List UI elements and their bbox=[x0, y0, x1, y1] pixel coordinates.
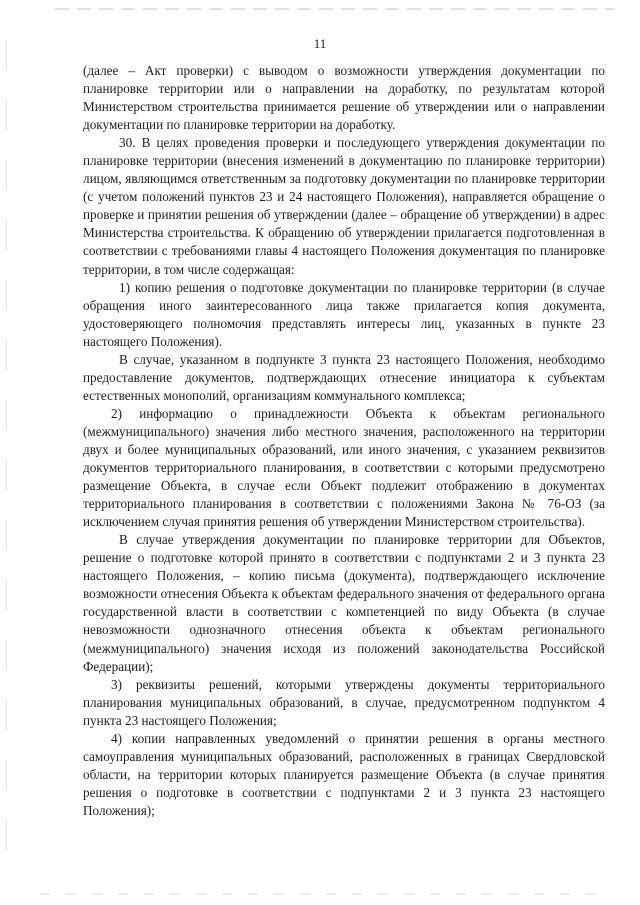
paragraph: В случае утверждения документации по планировке территории для Объектов, решение о подготовке которой принято в соответствии с подпунктами 2 и 3 пункта 23 настоящего Положения, – копию письма (документа), подтверждающего исключение возможности отнесения Объекта к объектам федерального значения от федерального органа государственной власти в соответствии с компетенцией по виду Объекта (в случае невозможности однозначного отнесения объекта к объектам регионального (межмуниципального) значения исходя из положений законодательства Российской Федерации); bbox=[83, 532, 605, 674]
paragraph: 2) информацию о принадлежности Объекта к объектам регионального (межмуниципального) значения либо местного значения, расположенного на территории двух и более муниципальных образований, или иного значения, с указанием реквизитов документов территориального планирования, в соответствии с которыми предусмотрено размещение Объекта, в случае если Объект подлежит отображению в документах территориального планирования в соответствии с положениями Закона № 76-ОЗ (за исключением случая принятия решения об утверждении Министерством строительства). bbox=[83, 405, 605, 530]
scan-artifact-bottom bbox=[40, 893, 600, 895]
paragraph: 1) копию решения о подготовке документации по планировке территории (в случае обращения иного заинтересованного лица также прилагается копия документа, удостоверяющего полномочия представлять интересы лиц, указанных в пункте 23 настоящего Положения). bbox=[83, 279, 605, 349]
paragraph: В случае, указанном в подпункте 3 пункта 23 настоящего Положения, необходимо предоставление документов, подтверждающих отнесение инициатора к субъектам естественных монополий, организациям коммунального комплекса; bbox=[83, 351, 605, 403]
scan-artifact-top bbox=[55, 8, 615, 10]
paragraph: 4) копии направленных уведомлений о принятии решения в органы местного самоуправления муниципальных образований, расположенных в границах Свердловской области, на территории которых планируется размещение Объекта (в случае принятия решения о подготовке в соответствии с подпунктами 2 и 3 пункта 23 настоящего Положения); bbox=[83, 730, 605, 818]
paragraph: (далее – Акт проверки) с выводом о возможности утверждения документации по планировке территории или о направлении на доработку, по результатам которой Министерством строительства принимается решение об утверждении или о направлении документации по планировке территории на доработку. bbox=[83, 63, 605, 133]
document-body bbox=[83, 62, 605, 820]
scan-artifact-left bbox=[6, 40, 7, 880]
paragraph: 3) реквизиты решений, которыми утверждены документы территориального планирования муниципальных образований, в случае, предусмотренном подпунктом 4 пункта 23 настоящего Положения; bbox=[83, 676, 605, 728]
paragraph: 30. В целях проведения проверки и последующего утверждения документации по планировке территории (внесения изменений в документацию по планировке территории) лицом, являющимся ответственным за подготовку документации по планировке территории (с учетом положений пунктов 23 и 24 настоящего Положения), направляется обращение о проверке и принятии решения об утверждении (далее – обращение об утверждении) в адрес Министерства строительства. К обращению об утверждении прилагается подготовленная в соответствии с требованиями главы 4 настоящего Положения документация по планировке территории, в том числе содержащая: bbox=[83, 135, 605, 277]
page-number: 11 bbox=[313, 36, 327, 51]
